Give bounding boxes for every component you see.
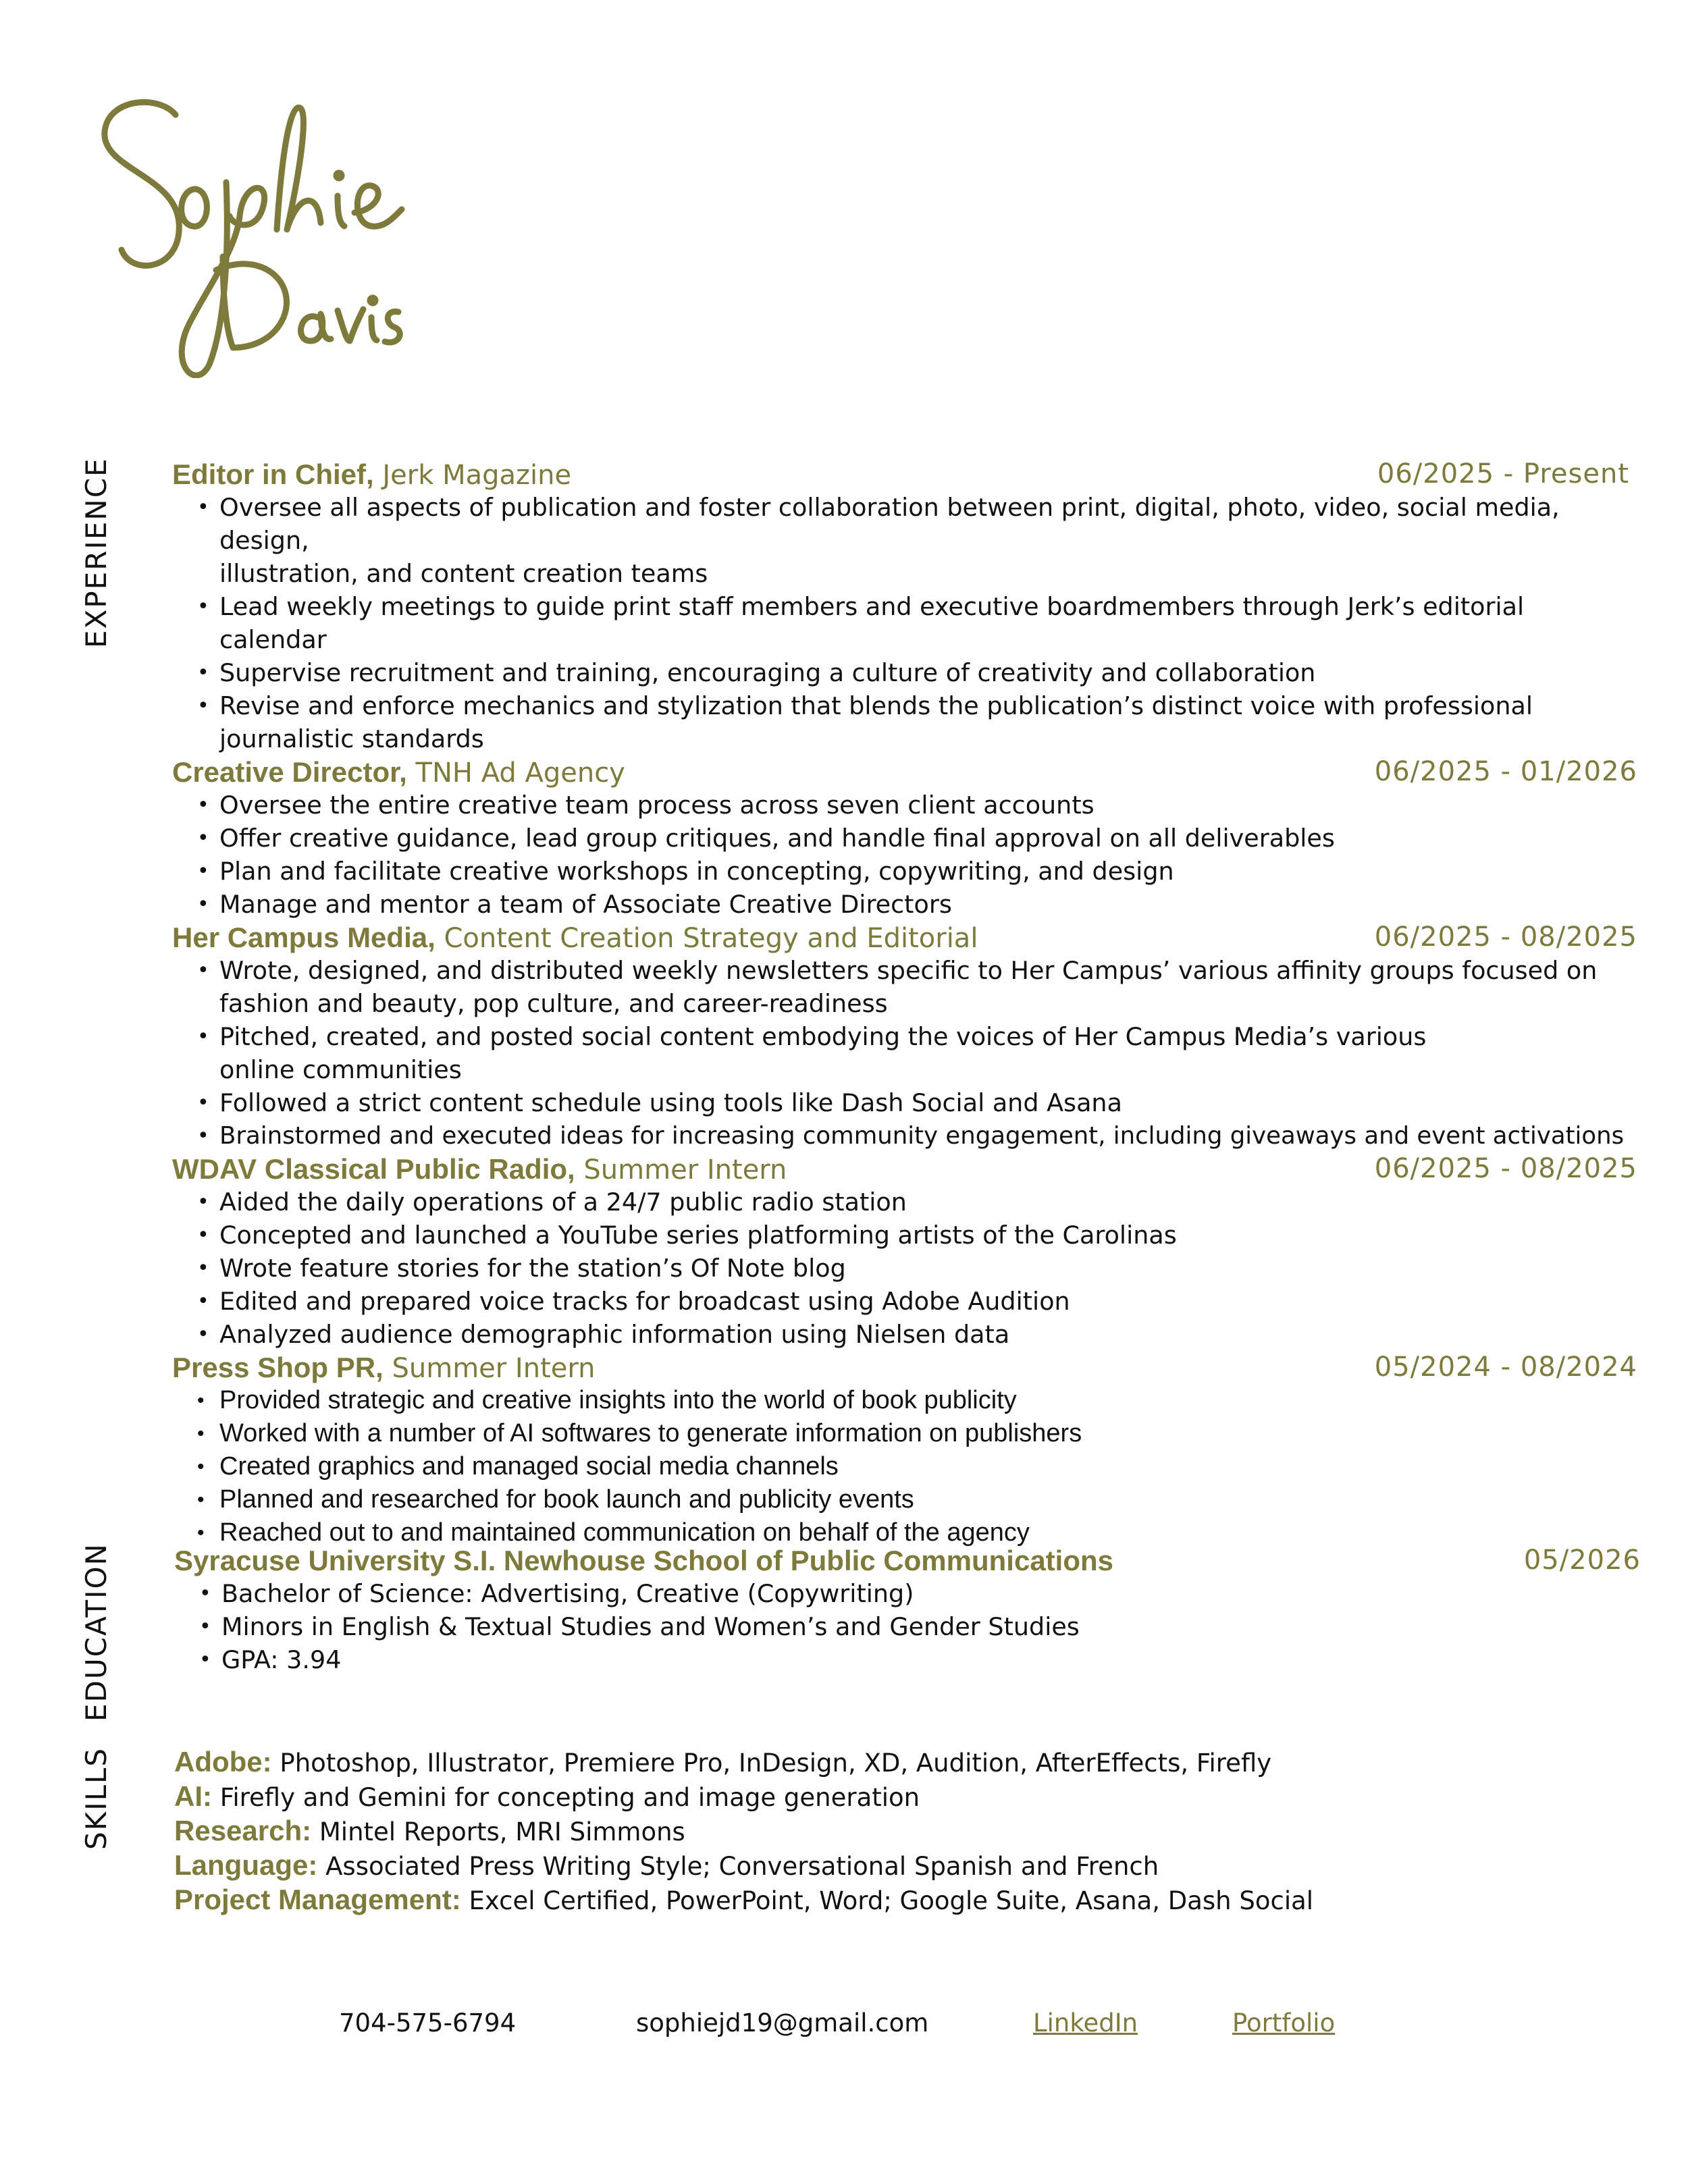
job-header: [172, 458, 1637, 491]
job-bullet: • Worked with a number of AI softwares to generate information on publishers: [219, 1417, 1637, 1450]
job-role: Press Shop PR,: [172, 1352, 384, 1383]
job-entry: [172, 921, 1637, 1152]
skill-key: Language:: [174, 1849, 318, 1881]
skill-line-research: [174, 1814, 1639, 1848]
job-bullet-continued: fashion and beauty, pop culture, and career-readiness: [219, 989, 888, 1018]
contact-email[interactable]: sophiejd19@gmail.com: [636, 2008, 929, 2037]
skills-section: [174, 1745, 1639, 1917]
section-label-skills: SKILLS: [80, 1747, 113, 1850]
job-header: [172, 755, 1637, 789]
job-header: [172, 1152, 1637, 1186]
signature-logo: [95, 95, 412, 378]
skill-value: Associated Press Writing Style; Conversational Spanish and French: [317, 1852, 1159, 1881]
job-dates: 06/2025 - 01/2026: [1374, 756, 1637, 787]
skill-value: Photoshop, Illustrator, Premiere Pro, InDesign, XD, Audition, AfterEffects, Firefly: [271, 1749, 1272, 1778]
job-dates: 06/2025 - 08/2025: [1374, 922, 1637, 953]
contact-phone: 704-575-6794: [339, 2008, 517, 2037]
job-org: Summer Intern: [575, 1154, 787, 1186]
job-bullet: • Edited and prepared voice tracks for broadcast using Adobe Audition: [219, 1285, 1637, 1318]
education-bullet: • Bachelor of Science: Advertising, Creative (Copywriting): [221, 1577, 1641, 1610]
job-bullet: • Oversee all aspects of publication and foster collaboration between print, digital, photo, video, social media, design,: [219, 491, 1637, 557]
job-role: WDAV Classical Public Radio,: [172, 1153, 575, 1185]
job-bullet-continued: journalistic standards: [219, 724, 484, 753]
job-bullets: [172, 954, 1637, 1152]
section-label-education: EDUCATION: [80, 1543, 113, 1722]
skill-value: Mintel Reports, MRI Simmons: [311, 1817, 685, 1846]
job-bullet: • Created graphics and managed social media channels: [219, 1450, 1637, 1483]
linkedin-link[interactable]: LinkedIn: [1033, 2008, 1138, 2037]
job-bullet: • Lead weekly meetings to guide print staff members and executive boardmembers through Jerk’s editorial calendar: [219, 590, 1637, 656]
job-bullet: • Supervise recruitment and training, encouraging a culture of creativity and collaboration: [219, 656, 1637, 689]
job-bullets: [172, 1384, 1637, 1549]
job-org: Jerk Magazine: [373, 460, 572, 491]
job-header: [172, 921, 1637, 954]
job-org: Summer Intern: [383, 1353, 596, 1384]
job-bullet: • Wrote feature stories for the station’s Of Note blog: [219, 1252, 1637, 1285]
job-bullet: • Brainstormed and executed ideas for increasing community engagement, including giveaways and event activations: [219, 1119, 1637, 1152]
education-bullet: • GPA: 3.94: [221, 1643, 1641, 1676]
job-dates: 05/2024 - 08/2024: [1374, 1352, 1637, 1383]
job-bullet: • Concepted and launched a YouTube series platforming artists of the Carolinas: [219, 1219, 1637, 1252]
experience-section: [172, 458, 1637, 1549]
job-role: Her Campus Media,: [172, 922, 436, 953]
job-bullet: • Planned and researched for book launch and publicity events: [219, 1483, 1637, 1516]
skill-key: Project Management:: [174, 1884, 461, 1915]
education-bullet: • Minors in English & Textual Studies and Women’s and Gender Studies: [221, 1610, 1641, 1643]
job-entry: [172, 1351, 1637, 1549]
job-bullet: • Analyzed audience demographic information using Nielsen data: [219, 1318, 1637, 1351]
school-name: Syracuse University S.I. Newhouse School of Public Communications: [174, 1545, 1114, 1576]
job-bullet: • Aided the daily operations of a 24/7 public radio station: [219, 1186, 1637, 1219]
job-role: Creative Director,: [172, 756, 407, 788]
job-bullet: • Reached out to and maintained communication on behalf of the agency: [219, 1516, 1637, 1549]
portfolio-link[interactable]: Portfolio: [1232, 2008, 1336, 2037]
job-dates: 06/2025 - 08/2025: [1374, 1153, 1637, 1184]
section-label-experience: EXPERIENCE: [80, 457, 113, 648]
job-bullet: • Wrote, designed, and distributed weekly newsletters specific to Her Campus’ various affinity groups focused on: [219, 954, 1637, 987]
job-bullets: [172, 491, 1637, 755]
job-bullet-continued: illustration, and content creation teams: [219, 559, 708, 588]
skill-line-project-management: [174, 1883, 1639, 1917]
graduation-date: 05/2026: [1523, 1545, 1641, 1576]
job-dates: 06/2025 - Present: [1377, 458, 1629, 489]
education-bullets: [174, 1577, 1641, 1676]
job-bullets: [172, 789, 1637, 921]
skill-line-ai: [174, 1780, 1639, 1814]
skill-key: AI:: [174, 1780, 212, 1812]
skill-line-language: [174, 1848, 1639, 1883]
job-bullet: • Pitched, created, and posted social content embodying the voices of Her Campus Media’s various: [219, 1020, 1637, 1053]
skill-value: Excel Certified, PowerPoint, Word; Google Suite, Asana, Dash Social: [460, 1886, 1314, 1915]
job-org: TNH Ad Agency: [406, 757, 625, 789]
job-entry: [172, 458, 1637, 755]
job-bullet: • Oversee the entire creative team process across seven client accounts: [219, 789, 1637, 822]
job-entry: [172, 1152, 1637, 1351]
job-bullet: • Plan and facilitate creative workshops in concepting, copywriting, and design: [219, 855, 1637, 888]
skill-line-adobe: [174, 1745, 1639, 1780]
job-bullet: • Followed a strict content schedule using tools like Dash Social and Asana: [219, 1086, 1637, 1119]
job-bullet: • Provided strategic and creative insights into the world of book publicity: [219, 1384, 1637, 1417]
skill-key: Adobe:: [174, 1746, 272, 1778]
job-header: [172, 1351, 1637, 1384]
education-header: [174, 1544, 1641, 1577]
job-bullet: • Revise and enforce mechanics and stylization that blends the publication’s distinct voice with professional: [219, 689, 1637, 722]
job-bullet: • Manage and mentor a team of Associate Creative Directors: [219, 888, 1637, 921]
skill-key: Research:: [174, 1815, 312, 1846]
job-role: Editor in Chief,: [172, 458, 374, 490]
education-section: [174, 1544, 1641, 1676]
job-bullet-continued: online communities: [219, 1055, 462, 1084]
job-bullets: [172, 1186, 1637, 1351]
job-entry: [172, 755, 1637, 921]
skill-value: Firefly and Gemini for concepting and image generation: [212, 1783, 920, 1812]
job-org: Content Creation Strategy and Editorial: [435, 923, 978, 954]
job-bullet: • Offer creative guidance, lead group critiques, and handle final approval on all deliverables: [219, 822, 1637, 855]
